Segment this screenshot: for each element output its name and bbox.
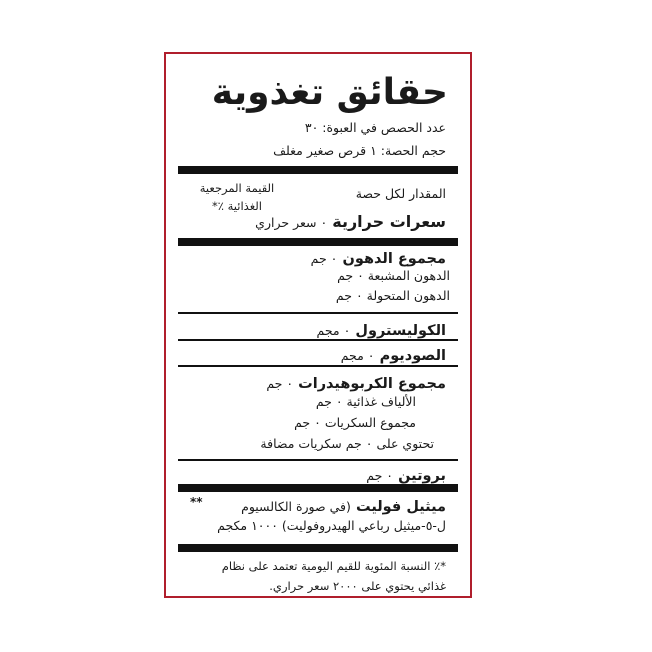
divider-thick — [178, 166, 458, 174]
nutrition-facts-label — [164, 52, 472, 598]
total-carbs-row — [266, 373, 446, 392]
total-fat-label: مجموع الدهون — [342, 251, 446, 267]
cholesterol-value: ٠ مجم — [316, 323, 351, 338]
protein-row — [366, 465, 446, 484]
methylfolate-detail: ل-٥-ميثيل رباعي الهيدروفوليت) ١٠٠٠ مكجم — [217, 518, 446, 533]
methylfolate-value: (في صورة الكالسيوم — [241, 499, 351, 514]
label-title: حقائق تغذوية — [211, 72, 448, 113]
total-sugars-row: مجموع السكريات ٠ جم — [294, 415, 416, 430]
footnote-line1: *٪ النسبة المئوية للقيم اليومية تعتمد على نظام — [221, 559, 446, 573]
trans-fat-row: الدهون المتحولة ٠ جم — [335, 288, 450, 303]
daily-value-header-line2: الغذائية ٪* — [212, 199, 262, 213]
total-fat-value: ٠ جم — [310, 251, 338, 266]
methylfolate-row — [241, 496, 446, 515]
methylfolate-daily-value: ** — [190, 495, 203, 509]
sodium-row — [341, 345, 446, 364]
serving-size: حجم الحصة: ١ قرص صغير مغلف — [273, 143, 446, 158]
sodium-value: ٠ مجم — [340, 348, 375, 363]
daily-value-header-line1: القيمة المرجعية — [199, 181, 275, 195]
amount-per-serving: المقدار لكل حصة — [355, 186, 446, 201]
total-carbs-label: مجموع الكربوهيدرات — [298, 376, 446, 392]
calories-value: ٠ سعر حراري — [255, 215, 328, 230]
calories-label: سعرات حرارية — [332, 212, 446, 231]
divider-thick — [178, 544, 458, 552]
sodium-label: الصوديوم — [379, 348, 446, 364]
dietary-fiber-row: الألياف غذائية ٠ جم — [315, 394, 416, 409]
calories-row — [255, 212, 446, 231]
protein-value: ٠ جم — [366, 468, 394, 483]
divider-thin — [178, 312, 458, 314]
servings-per-container: عدد الحصص في العبوة: ٣٠ — [304, 120, 446, 135]
cholesterol-row — [317, 320, 446, 339]
daily-value-header — [188, 179, 286, 215]
saturated-fat-row: الدهون المشبعة ٠ جم — [337, 268, 450, 283]
methylfolate-label: ميثيل فوليت — [355, 499, 446, 515]
divider-thick — [178, 484, 458, 492]
cholesterol-label: الكوليسترول — [355, 323, 446, 339]
total-carbs-value: ٠ جم — [266, 376, 294, 391]
total-fat-row — [311, 248, 446, 267]
divider-thin — [178, 339, 458, 341]
divider-thin — [178, 365, 458, 367]
footnote-line2: غذائي يحتوي على ٢٠٠٠ سعر حراري. — [269, 579, 446, 593]
divider-thick — [178, 238, 458, 246]
divider-thin — [178, 459, 458, 461]
protein-label: بروتين — [398, 468, 446, 484]
added-sugars-row: تحتوي على ٠ جم سكريات مضافة — [260, 436, 434, 451]
